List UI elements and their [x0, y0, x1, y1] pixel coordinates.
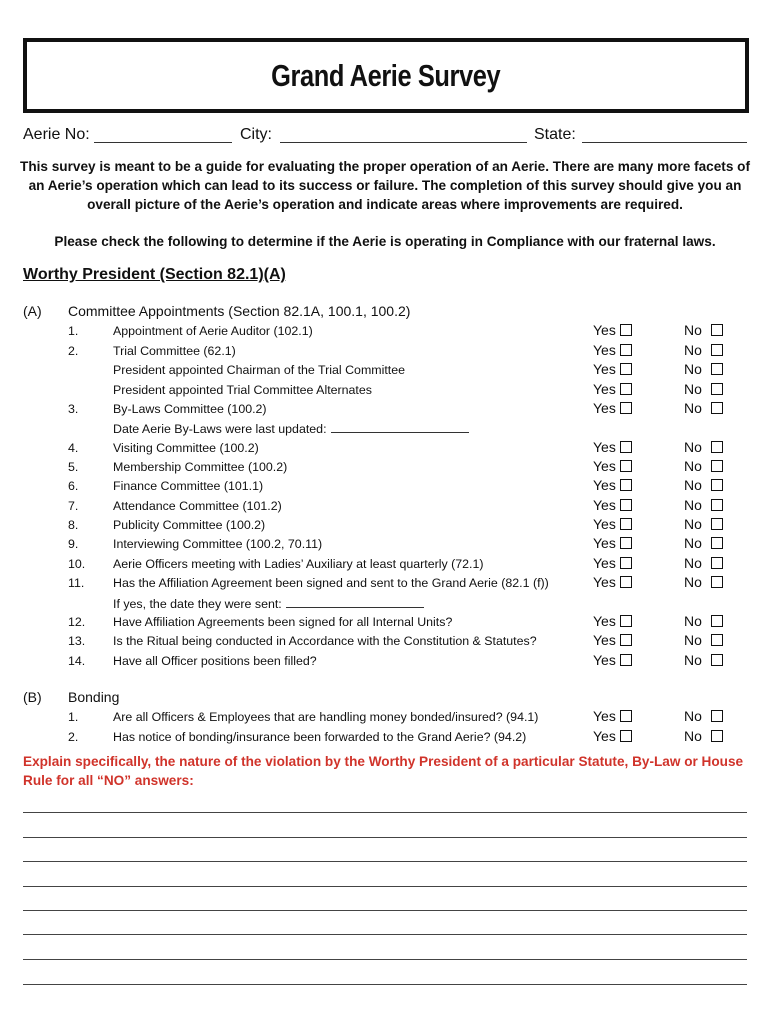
item-label: By-Laws Committee (100.2): [113, 402, 267, 416]
item-label: Finance Committee (101.1): [113, 479, 264, 493]
answer-line[interactable]: [23, 886, 747, 887]
item-number: 13.: [68, 634, 86, 648]
no-checkbox[interactable]: [711, 324, 723, 336]
yes-checkbox[interactable]: [620, 576, 632, 588]
item-number: 1.: [68, 324, 79, 338]
item-text: [113, 518, 265, 532]
answer-line[interactable]: [23, 861, 747, 862]
group_b-row: [0, 728, 770, 747]
yes-checkbox[interactable]: [620, 402, 632, 414]
item-number: 1.: [68, 710, 79, 724]
no-label: No: [684, 458, 702, 474]
group_a-row: [0, 574, 770, 593]
yes-checkbox[interactable]: [620, 634, 632, 646]
no-checkbox[interactable]: [711, 634, 723, 646]
group_a-row: [0, 361, 770, 380]
yes-label: Yes: [593, 613, 616, 629]
explain-instructions: Explain specifically, the nature of the violation by the Worthy President of a particular Statute, By-Law or House Rule for all “NO” answers:: [23, 754, 744, 788]
yes-label: Yes: [593, 381, 616, 397]
item-number: 11.: [68, 576, 85, 590]
item-label: Membership Committee (100.2): [113, 460, 288, 474]
no-checkbox[interactable]: [711, 576, 723, 588]
yes-checkbox[interactable]: [620, 383, 632, 395]
no-label: No: [684, 439, 702, 455]
group-b-letter: (B): [23, 689, 42, 705]
item-text: [113, 344, 236, 358]
title-box: [23, 38, 749, 113]
item-label: Publicity Committee (100.2): [113, 518, 266, 532]
intro-paragraph: This survey is meant to be a guide for evaluating the proper operation of an Aerie. There are many more facets of an Aerie’s operation which can lead to its success or failure. The completion of this survey should give you an overall picture of the Aerie’s operation and indicate areas where improvements are required.: [20, 159, 750, 212]
group_a-row: [0, 342, 770, 361]
aerie-no-label: Aerie No:: [23, 126, 90, 143]
item-number: 4.: [68, 441, 79, 455]
item-label: Has the Affiliation Agreement been signed and sent to the Grand Aerie (82.1 (f)): [113, 576, 549, 590]
yes-label: Yes: [593, 708, 616, 724]
item-text: [113, 479, 263, 493]
no-checkbox[interactable]: [711, 730, 723, 742]
item-label: Have Affiliation Agreements been signed for all Internal Units?: [113, 615, 453, 629]
yes-checkbox[interactable]: [620, 499, 632, 511]
item-label: President appointed Chairman of the Trial Committee: [113, 363, 406, 377]
item-text: [113, 576, 549, 590]
no-checkbox[interactable]: [711, 344, 723, 356]
yes-label: Yes: [593, 439, 616, 455]
section-title: Worthy President (Section 82.1)(A): [23, 266, 286, 283]
yes-label: Yes: [593, 632, 616, 648]
item-number: 5.: [68, 460, 79, 474]
item-number: 7.: [68, 499, 79, 513]
item-label: Date Aerie By-Laws were last updated:: [113, 422, 327, 436]
answer-line[interactable]: [23, 959, 747, 960]
item-text: [113, 460, 287, 474]
item-number: 6.: [68, 479, 79, 493]
date-field[interactable]: [331, 421, 469, 433]
group_a-row: [0, 613, 770, 632]
yes-checkbox[interactable]: [620, 537, 632, 549]
yes-checkbox[interactable]: [620, 479, 632, 491]
yes-label: Yes: [593, 477, 616, 493]
group_a-row: [0, 458, 770, 477]
no-checkbox[interactable]: [711, 479, 723, 491]
group_a-row: [0, 322, 770, 341]
item-number: 10.: [68, 557, 86, 571]
item-number: 14.: [68, 654, 86, 668]
state-field[interactable]: [582, 142, 747, 143]
item-text: [113, 537, 322, 551]
answer-line[interactable]: [23, 910, 747, 911]
item-label: Are all Officers & Employees that are handling money bonded/insured? (94.1): [113, 710, 539, 724]
group_b-row: [0, 708, 770, 727]
group-b-title: Bonding: [68, 689, 120, 705]
group_a-row: [0, 439, 770, 458]
no-label: No: [684, 535, 702, 551]
group-a-letter: (A): [23, 303, 42, 319]
no-label: No: [684, 708, 702, 724]
no-checkbox[interactable]: [711, 518, 723, 530]
item-text: [113, 596, 424, 611]
yes-checkbox[interactable]: [620, 710, 632, 722]
no-label: No: [684, 342, 702, 358]
item-number: 12.: [68, 615, 86, 629]
answer-line[interactable]: [23, 934, 747, 935]
no-label: No: [684, 497, 702, 513]
item-number: 8.: [68, 518, 79, 532]
item-text: [113, 615, 452, 629]
yes-checkbox[interactable]: [620, 344, 632, 356]
item-label: Appointment of Aerie Auditor (102.1): [113, 324, 313, 338]
item-text: [113, 730, 526, 744]
item-text: [113, 634, 537, 648]
no-label: No: [684, 516, 702, 532]
item-number: 9.: [68, 537, 79, 551]
no-checkbox[interactable]: [711, 557, 723, 569]
no-checkbox[interactable]: [711, 402, 723, 414]
yes-checkbox[interactable]: [620, 518, 632, 530]
item-label: Aerie Officers meeting with Ladies’ Auxiliary at least quarterly (72.1): [113, 557, 484, 571]
state-label: State:: [534, 126, 576, 143]
no-label: No: [684, 477, 702, 493]
yes-label: Yes: [593, 516, 616, 532]
city-label: City:: [240, 126, 272, 143]
item-text: [113, 654, 317, 668]
no-label: No: [684, 322, 702, 338]
item-text: [113, 383, 372, 397]
no-checkbox[interactable]: [711, 460, 723, 472]
item-label: Is the Ritual being conducted in Accordance with the Constitution & Statutes?: [113, 634, 537, 648]
no-label: No: [684, 652, 702, 668]
no-checkbox[interactable]: [711, 363, 723, 375]
no-label: No: [684, 613, 702, 629]
yes-label: Yes: [593, 361, 616, 377]
yes-checkbox[interactable]: [620, 654, 632, 666]
yes-label: Yes: [593, 535, 616, 551]
no-label: No: [684, 400, 702, 416]
group_a-row: [0, 652, 770, 671]
instruction-text: Please check the following to determine if the Aerie is operating in Compliance with our fraternal laws.: [54, 234, 716, 249]
item-text: [113, 557, 484, 571]
item-label: Interviewing Committee (100.2, 70.11): [113, 537, 323, 551]
yes-label: Yes: [593, 652, 616, 668]
no-checkbox[interactable]: [711, 383, 723, 395]
item-label: Have all Officer positions been filled?: [113, 654, 317, 668]
yes-label: Yes: [593, 322, 616, 338]
yes-label: Yes: [593, 497, 616, 513]
no-checkbox[interactable]: [711, 499, 723, 511]
no-checkbox[interactable]: [711, 654, 723, 666]
item-label: President appointed Trial Committee Alternates: [113, 383, 372, 397]
yes-checkbox[interactable]: [620, 441, 632, 453]
no-label: No: [684, 574, 702, 590]
aerie-no-field[interactable]: [94, 142, 232, 143]
no-checkbox[interactable]: [711, 710, 723, 722]
city-field[interactable]: [280, 142, 527, 143]
date-field[interactable]: [286, 596, 424, 608]
group_a-row: [0, 594, 770, 613]
group_a-row: [0, 497, 770, 516]
no-checkbox[interactable]: [711, 615, 723, 627]
answer-line[interactable]: [23, 812, 747, 813]
item-text: [113, 499, 282, 513]
no-label: No: [684, 381, 702, 397]
item-number: 3.: [68, 402, 79, 416]
yes-label: Yes: [593, 458, 616, 474]
yes-checkbox[interactable]: [620, 557, 632, 569]
group_a-row: [0, 400, 770, 419]
no-label: No: [684, 632, 702, 648]
item-number: 2.: [68, 730, 79, 744]
answer-line[interactable]: [23, 984, 747, 985]
item-label: Attendance Committee (101.2): [113, 499, 282, 513]
group_a-row: [0, 477, 770, 496]
yes-label: Yes: [593, 728, 616, 744]
item-text: [113, 324, 313, 338]
no-checkbox[interactable]: [711, 537, 723, 549]
no-checkbox[interactable]: [711, 441, 723, 453]
yes-checkbox[interactable]: [620, 460, 632, 472]
item-label: If yes, the date they were sent:: [113, 597, 282, 611]
item-text: [113, 710, 538, 724]
answer-line[interactable]: [23, 837, 747, 838]
item-label: Visiting Committee (100.2): [113, 441, 259, 455]
item-text: [113, 402, 267, 416]
group_a-row: [0, 516, 770, 535]
item-label: Has notice of bonding/insurance been forwarded to the Grand Aerie? (94.2): [113, 730, 527, 744]
group_a-row: [0, 419, 770, 438]
group_a-row: [0, 632, 770, 651]
yes-label: Yes: [593, 400, 616, 416]
yes-checkbox[interactable]: [620, 324, 632, 336]
item-text: [113, 441, 259, 455]
yes-label: Yes: [593, 342, 616, 358]
item-text: [113, 363, 405, 377]
group_a-row: [0, 555, 770, 574]
item-number: 2.: [68, 344, 79, 358]
group-a-title: Committee Appointments (Section 82.1A, 100.1, 100.2): [68, 303, 411, 319]
item-text: [113, 421, 469, 436]
item-label: Trial Committee (62.1): [113, 344, 236, 358]
yes-checkbox[interactable]: [620, 615, 632, 627]
yes-checkbox[interactable]: [620, 363, 632, 375]
no-label: No: [684, 361, 702, 377]
no-label: No: [684, 728, 702, 744]
yes-checkbox[interactable]: [620, 730, 632, 742]
yes-label: Yes: [593, 574, 616, 590]
page-title: Grand Aerie Survey: [271, 57, 501, 93]
yes-label: Yes: [593, 555, 616, 571]
no-label: No: [684, 555, 702, 571]
group_a-row: [0, 535, 770, 554]
group_a-row: [0, 381, 770, 400]
